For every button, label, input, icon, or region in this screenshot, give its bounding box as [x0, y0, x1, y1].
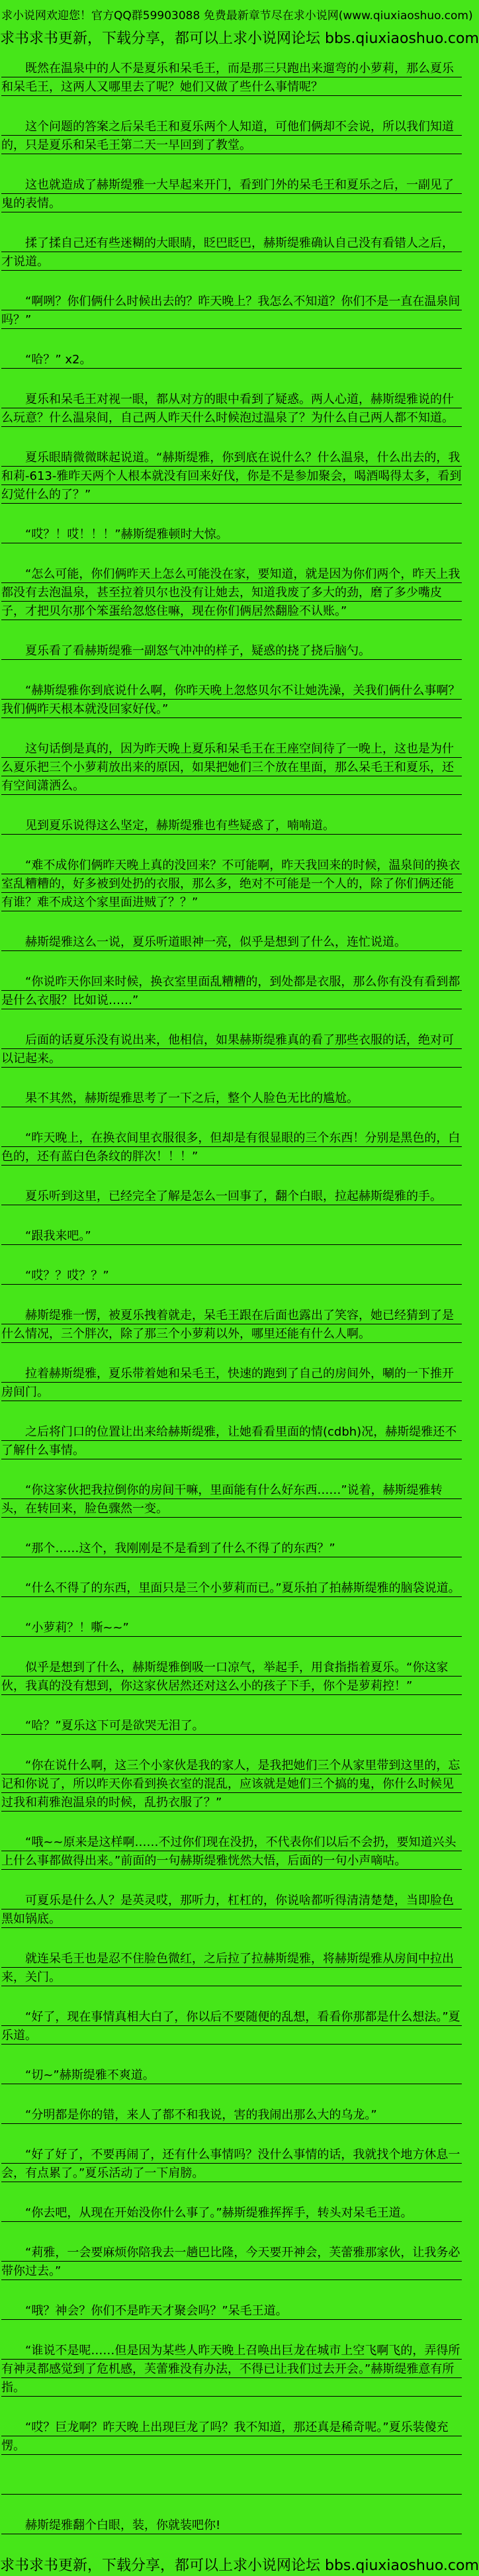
novel-paragraph: “赫斯缇雅你到底说什么啊，你昨天晚上忽悠贝尔不让她洗澡，关我们俩什么事啊？我们俩昨天根本就没回家好伐。” [1, 682, 462, 719]
novel-paragraph: “哈？” x2。 [1, 351, 462, 369]
novel-paragraph: 拉着赫斯缇雅，夏乐带着她和呆毛王，快速的跑到了自己的房间外，唰的一下推开房间门。 [1, 1365, 462, 1402]
novel-paragraph: “好了好了，不要再闹了，还有什么事情吗？没什么事情的话，我就找个地方休息一会，有点累了。”夏乐活动了一下肩膀。 [1, 2146, 462, 2183]
novel-paragraph: “跟我来吧。” [1, 1227, 462, 1246]
novel-paragraph: 这句话倒是真的，因为昨天晚上夏乐和呆毛王在王座空间待了一晚上，这也是为什么夏乐把三个小萝莉放出来的原因，如果把她们三个放在里面，那么呆毛王和夏乐，还有空间潇洒么。 [1, 740, 462, 796]
novel-paragraph: 揉了揉自己还有些迷糊的大眼睛，眨巴眨巴，赫斯缇雅确认自己没有看错人之后，才说道。 [1, 234, 462, 271]
novel-paragraph: 见到夏乐说得这么坚定，赫斯缇雅也有些疑惑了，喃喃道。 [1, 817, 462, 835]
novel-paragraph: “你去吧，从现在开始没你什么事了。”赫斯缇雅挥挥手，转头对呆毛王道。 [1, 2204, 462, 2223]
novel-paragraph: 夏乐看了看赫斯缇雅一副怒气冲冲的样子，疑惑的挠了挠后脑勺。 [1, 642, 462, 661]
novel-paragraph: “哎？！哎！！！”赫斯缇雅顿时大惊。 [1, 526, 462, 544]
novel-paragraph: “好了，现在事情真相大白了，你以后不要随便的乱想，看看你那都是什么想法。”夏乐道。 [1, 2008, 462, 2045]
novel-paragraph: “哦？神会？你们不是昨天才聚会吗？”呆毛王道。 [1, 2302, 462, 2321]
novel-paragraph: “啊咧？你们俩什么时候出去的？昨天晚上？我怎么不知道？你们不是一直在温泉间吗？” [1, 293, 462, 330]
novel-paragraph: “哈？”夏乐这下可是欲哭无泪了。 [1, 1717, 462, 1735]
novel-paragraph: 这个问题的答案之后呆毛王和夏乐两个人知道，可他们俩却不会说，所以我们知道的，只是夏乐和呆毛王第二天一早回到了教堂。 [1, 118, 462, 155]
novel-paragraph: “分明都是你的错，来人了都不和我说，害的我闹出那么大的乌龙。” [1, 2106, 462, 2125]
novel-paragraph: “切~”赫斯缇雅不爽道。 [1, 2066, 462, 2085]
novel-reader-page [0, 8, 479, 2574]
novel-paragraph: 夏乐眼睛微微眯起说道。“赫斯缇雅，你到底在说什么？什么温泉，什么出去的，我和莉-613-雅昨天两个人根本就没有回来好伐，你是不是参加聚会，喝酒喝得太多，看到幻觉什么的了？” [1, 449, 462, 504]
novel-paragraph: 就连呆毛王也是忍不住脸色微红，之后拉了拉赫斯缇雅，将赫斯缇雅从房间中拉出来，关门。 [1, 1950, 462, 1987]
novel-paragraph: “难不成你们俩昨天晚上真的没回来？不可能啊，昨天我回来的时候，温泉间的换衣室乱糟糟的，好多被到处扔的衣服，那么多，绝对不可能是一个人的，除了你们俩还能有谁？难不成这个家里面进贼了？？” [1, 856, 462, 912]
novel-paragraph: “你说昨天你回来时候，换衣室里面乱糟糟的，到处都是衣服，那么你有没有看到都是什么衣服？比如说……” [1, 973, 462, 1010]
novel-paragraph: “哎？巨龙啊？昨天晚上出现巨龙了吗？我不知道，那还真是稀奇呢。”夏乐装傻充愣。 [1, 2418, 462, 2456]
novel-content [0, 60, 463, 2535]
novel-paragraph: “你在说什么啊，这三个小家伙是我的家人，是我把她们三个从家里带到这里的，忘记和你说了，所以昨天你看到换衣室的混乱，应该就是她们三个搞的鬼，你什么时候见过我和莉雅泡温泉的时候，乱扔衣服了？” [1, 1757, 462, 1812]
novel-paragraph: “哎？？哎？？” [1, 1267, 462, 1285]
novel-paragraph: 后面的话夏乐没有说出来，他相信，如果赫斯缇雅真的看了那些衣服的话，绝对可以记起来。 [1, 1031, 462, 1068]
novel-paragraph: 赫斯缇雅翻个白眼，装，你就装吧你! [1, 2516, 462, 2535]
novel-paragraph [1, 2477, 462, 2495]
novel-paragraph: 赫斯缇雅这么一说，夏乐听道眼神一亮，似乎是想到了什么，连忙说道。 [1, 933, 462, 952]
novel-paragraph: 夏乐听到这里，已经完全了解是怎么一回事了，翻个白眼，拉起赫斯缇雅的手。 [1, 1187, 462, 1206]
novel-paragraph: 果不其然，赫斯缇雅思考了一下之后，整个人脸色无比的尴尬。 [1, 1089, 462, 1108]
novel-paragraph: “莉雅，一会要麻烦你陪我去一趟巴比隆，今天要开神会，芙蕾雅那家伙，让我务必带你过去。” [1, 2244, 462, 2281]
novel-paragraph: 夏乐和呆毛王对视一眼，都从对方的眼中看到了疑惑。两人心道，赫斯缇雅说的什么玩意？什么温泉间，自己两人昨天什么时候泡过温泉了？为什么自己两人都不知道。 [1, 391, 462, 428]
novel-paragraph: 这也就造成了赫斯缇雅一大早起来开门，看到门外的呆毛王和夏乐之后，一副见了鬼的表情。 [1, 176, 462, 213]
novel-paragraph: 赫斯缇雅一愣，被夏乐拽着就走，呆毛王跟在后面也露出了笑容，她已经猜到了是什么情况，三个胖次，除了那三个小萝莉以外，哪里还能有什么人啊。 [1, 1307, 462, 1344]
novel-paragraph: “哦~~原来是这样啊……不过你们现在没扔，不代表你们以后不会扔，要知道兴头上什么事都做得出来。”前面的一句赫斯缇雅恍然大悟，后面的一句小声嘀咕。 [1, 1833, 462, 1870]
novel-paragraph: “怎么可能，你们俩昨天上怎么可能没在家，要知道，就是因为你们两个，昨天上我都没有去泡温泉，甚至拉着贝尔也没有让她去，知道我废了多大的劲，磨了多少嘴皮子，才把贝尔那个笨蛋给忽悠住嘛，现在你们俩居然翻脸不认账。” [1, 565, 462, 621]
novel-paragraph: “什么不得了的东西，里面只是三个小萝莉而已。”夏乐拍了拍赫斯缇雅的脑袋说道。 [1, 1579, 462, 1598]
footer-forum-line: 求书求书更新，下载分享，都可以上求小说网论坛 bbs.qiuxiaoshuo.com [0, 2557, 479, 2574]
novel-paragraph: “那个……这个，我刚刚是不是看到了什么不得了的东西？” [1, 1540, 462, 1558]
novel-paragraph: “你这家伙把我拉倒你的房间干嘛，里面能有什么好东西……”说着，赫斯缇雅转头，在转回来，脸色骤然一变。 [1, 1481, 462, 1518]
site-welcome-line: 求小说网欢迎您！官方QQ群59903088 免费最新章节尽在求小说网(www.qiuxiaoshuo.com) [1, 9, 473, 23]
novel-paragraph: “小萝莉？！嘶~~” [1, 1619, 462, 1637]
novel-paragraph: “谁说不是呢……但是因为某些人昨天晚上召唤出巨龙在城市上空飞啊飞的，弄得所有神灵都感觉到了危机感，芙蕾雅没有办法，不得已让我们过去开会。”赫斯缇雅意有所指。 [1, 2342, 462, 2397]
novel-paragraph: 可夏乐是什么人？是英灵哎，那听力，杠杠的，你说啥都听得清清楚楚，当即脸色黑如锅底。 [1, 1892, 462, 1929]
novel-paragraph: “昨天晚上，在换衣间里衣服很多，但却是有很显眼的三个东西！分别是黑色的，白色的，还有蓝白色条纹的胖次！！！” [1, 1129, 462, 1166]
novel-paragraph: 之后将门口的位置让出来给赫斯缇雅，让她看看里面的情(cdbh)况，赫斯缇雅还不了解什么事情。 [1, 1423, 462, 1460]
novel-paragraph: 既然在温泉中的人不是夏乐和呆毛王，而是那三只跑出来遛弯的小萝莉，那么夏乐和呆毛王，这两人又哪里去了呢？她们又做了些什么事情呢？ [1, 60, 462, 97]
header-forum-line: 求书求书更新，下载分享，都可以上求小说网论坛 bbs.qiuxiaoshuo.com [0, 30, 479, 47]
novel-paragraph: 似乎是想到了什么，赫斯缇雅倒吸一口凉气，举起手，用食指指着夏乐。“你这家伙，我真的没有想到，你这家伙居然还对这么小的孩子下手，你个是萝莉控！” [1, 1659, 462, 1696]
